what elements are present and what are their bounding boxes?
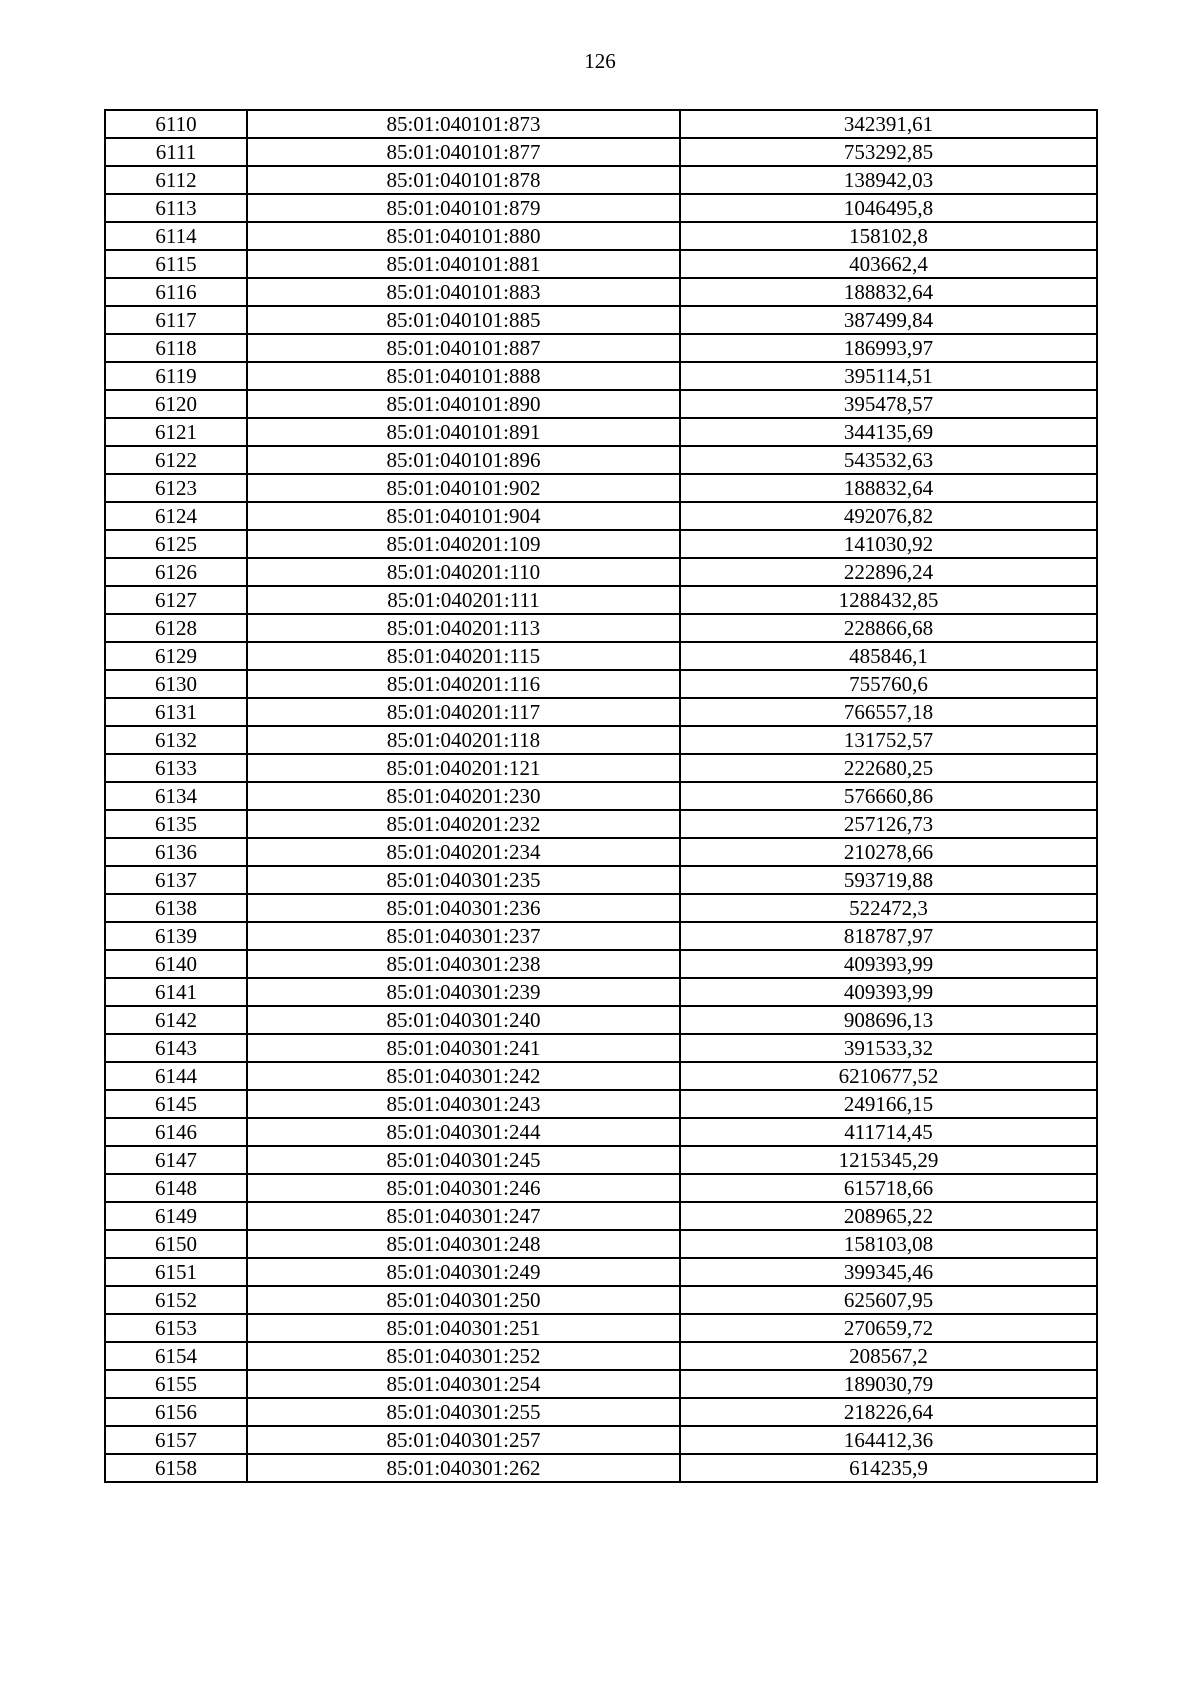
value-cell: 908696,13 bbox=[680, 1006, 1097, 1034]
value-cell: 186993,97 bbox=[680, 334, 1097, 362]
cadastral-number-cell: 85:01:040301:236 bbox=[247, 894, 680, 922]
table-row bbox=[105, 278, 1097, 306]
value-cell: 395478,57 bbox=[680, 390, 1097, 418]
value-cell: 164412,36 bbox=[680, 1426, 1097, 1454]
value-cell: 387499,84 bbox=[680, 306, 1097, 334]
row-number-cell: 6125 bbox=[105, 530, 247, 558]
row-number-cell: 6150 bbox=[105, 1230, 247, 1258]
cadastral-number-cell: 85:01:040301:246 bbox=[247, 1174, 680, 1202]
row-number-cell: 6138 bbox=[105, 894, 247, 922]
row-number-cell: 6158 bbox=[105, 1454, 247, 1482]
value-cell: 208965,22 bbox=[680, 1202, 1097, 1230]
row-number-cell: 6154 bbox=[105, 1342, 247, 1370]
cadastral-number-cell: 85:01:040301:251 bbox=[247, 1314, 680, 1342]
value-cell: 1215345,29 bbox=[680, 1146, 1097, 1174]
table-row bbox=[105, 1286, 1097, 1314]
row-number-cell: 6146 bbox=[105, 1118, 247, 1146]
row-number-cell: 6111 bbox=[105, 138, 247, 166]
cadastral-number-cell: 85:01:040301:245 bbox=[247, 1146, 680, 1174]
cadastral-number-cell: 85:01:040101:873 bbox=[247, 110, 680, 138]
table-row bbox=[105, 670, 1097, 698]
cadastral-number-cell: 85:01:040301:255 bbox=[247, 1398, 680, 1426]
cadastral-number-cell: 85:01:040301:239 bbox=[247, 978, 680, 1006]
table-row bbox=[105, 1062, 1097, 1090]
row-number-cell: 6115 bbox=[105, 250, 247, 278]
table-row bbox=[105, 586, 1097, 614]
row-number-cell: 6123 bbox=[105, 474, 247, 502]
value-cell: 766557,18 bbox=[680, 698, 1097, 726]
table-row bbox=[105, 166, 1097, 194]
value-cell: 615718,66 bbox=[680, 1174, 1097, 1202]
table-row bbox=[105, 390, 1097, 418]
cadastral-number-cell: 85:01:040101:888 bbox=[247, 362, 680, 390]
value-cell: 6210677,52 bbox=[680, 1062, 1097, 1090]
table-row bbox=[105, 1230, 1097, 1258]
value-cell: 614235,9 bbox=[680, 1454, 1097, 1482]
row-number-cell: 6136 bbox=[105, 838, 247, 866]
table-row bbox=[105, 726, 1097, 754]
table-row bbox=[105, 866, 1097, 894]
row-number-cell: 6152 bbox=[105, 1286, 247, 1314]
cadastral-number-cell: 85:01:040201:110 bbox=[247, 558, 680, 586]
row-number-cell: 6117 bbox=[105, 306, 247, 334]
table-row bbox=[105, 894, 1097, 922]
row-number-cell: 6143 bbox=[105, 1034, 247, 1062]
table-row bbox=[105, 1398, 1097, 1426]
cadastral-number-cell: 85:01:040301:250 bbox=[247, 1286, 680, 1314]
table-row bbox=[105, 446, 1097, 474]
row-number-cell: 6110 bbox=[105, 110, 247, 138]
table-row bbox=[105, 222, 1097, 250]
cadastral-number-cell: 85:01:040101:902 bbox=[247, 474, 680, 502]
row-number-cell: 6126 bbox=[105, 558, 247, 586]
cadastral-number-cell: 85:01:040301:262 bbox=[247, 1454, 680, 1482]
cadastral-number-cell: 85:01:040301:244 bbox=[247, 1118, 680, 1146]
table-row bbox=[105, 1118, 1097, 1146]
table-row bbox=[105, 1174, 1097, 1202]
cadastral-number-cell: 85:01:040101:891 bbox=[247, 418, 680, 446]
table-row bbox=[105, 1202, 1097, 1230]
row-number-cell: 6128 bbox=[105, 614, 247, 642]
row-number-cell: 6119 bbox=[105, 362, 247, 390]
row-number-cell: 6120 bbox=[105, 390, 247, 418]
value-cell: 249166,15 bbox=[680, 1090, 1097, 1118]
cadastral-number-cell: 85:01:040301:248 bbox=[247, 1230, 680, 1258]
row-number-cell: 6147 bbox=[105, 1146, 247, 1174]
row-number-cell: 6116 bbox=[105, 278, 247, 306]
table-body bbox=[105, 110, 1097, 1482]
value-cell: 543532,63 bbox=[680, 446, 1097, 474]
value-cell: 485846,1 bbox=[680, 642, 1097, 670]
row-number-cell: 6137 bbox=[105, 866, 247, 894]
table-row bbox=[105, 810, 1097, 838]
row-number-cell: 6135 bbox=[105, 810, 247, 838]
table-row bbox=[105, 698, 1097, 726]
cadastral-number-cell: 85:01:040101:896 bbox=[247, 446, 680, 474]
value-cell: 625607,95 bbox=[680, 1286, 1097, 1314]
value-cell: 158103,08 bbox=[680, 1230, 1097, 1258]
value-cell: 138942,03 bbox=[680, 166, 1097, 194]
value-cell: 409393,99 bbox=[680, 978, 1097, 1006]
table-row bbox=[105, 110, 1097, 138]
value-cell: 753292,85 bbox=[680, 138, 1097, 166]
table-row bbox=[105, 782, 1097, 810]
row-number-cell: 6113 bbox=[105, 194, 247, 222]
cadastral-number-cell: 85:01:040301:242 bbox=[247, 1062, 680, 1090]
value-cell: 391533,32 bbox=[680, 1034, 1097, 1062]
row-number-cell: 6134 bbox=[105, 782, 247, 810]
value-cell: 492076,82 bbox=[680, 502, 1097, 530]
value-cell: 222680,25 bbox=[680, 754, 1097, 782]
table-row bbox=[105, 1006, 1097, 1034]
cadastral-number-cell: 85:01:040201:230 bbox=[247, 782, 680, 810]
value-cell: 411714,45 bbox=[680, 1118, 1097, 1146]
table-row bbox=[105, 1146, 1097, 1174]
value-cell: 208567,2 bbox=[680, 1342, 1097, 1370]
row-number-cell: 6141 bbox=[105, 978, 247, 1006]
cadastral-number-cell: 85:01:040101:885 bbox=[247, 306, 680, 334]
row-number-cell: 6153 bbox=[105, 1314, 247, 1342]
table-row bbox=[105, 138, 1097, 166]
table-row bbox=[105, 334, 1097, 362]
cadastral-number-cell: 85:01:040301:237 bbox=[247, 922, 680, 950]
table-row bbox=[105, 642, 1097, 670]
cadastral-number-cell: 85:01:040201:121 bbox=[247, 754, 680, 782]
value-cell: 403662,4 bbox=[680, 250, 1097, 278]
table-row bbox=[105, 250, 1097, 278]
cadastral-number-cell: 85:01:040301:238 bbox=[247, 950, 680, 978]
cadastral-number-cell: 85:01:040101:878 bbox=[247, 166, 680, 194]
row-number-cell: 6149 bbox=[105, 1202, 247, 1230]
table-row bbox=[105, 950, 1097, 978]
table-row bbox=[105, 1342, 1097, 1370]
cadastral-number-cell: 85:01:040301:243 bbox=[247, 1090, 680, 1118]
cadastral-number-cell: 85:01:040201:116 bbox=[247, 670, 680, 698]
value-cell: 189030,79 bbox=[680, 1370, 1097, 1398]
value-cell: 218226,64 bbox=[680, 1398, 1097, 1426]
value-cell: 755760,6 bbox=[680, 670, 1097, 698]
value-cell: 522472,3 bbox=[680, 894, 1097, 922]
cadastral-number-cell: 85:01:040201:109 bbox=[247, 530, 680, 558]
table-row bbox=[105, 922, 1097, 950]
cadastral-number-cell: 85:01:040101:887 bbox=[247, 334, 680, 362]
cadastral-number-cell: 85:01:040201:232 bbox=[247, 810, 680, 838]
value-cell: 818787,97 bbox=[680, 922, 1097, 950]
table-row bbox=[105, 474, 1097, 502]
table-row bbox=[105, 530, 1097, 558]
row-number-cell: 6145 bbox=[105, 1090, 247, 1118]
cadastral-number-cell: 85:01:040301:252 bbox=[247, 1342, 680, 1370]
cadastral-number-cell: 85:01:040101:890 bbox=[247, 390, 680, 418]
table-row bbox=[105, 1090, 1097, 1118]
table-row bbox=[105, 1454, 1097, 1482]
table-row bbox=[105, 614, 1097, 642]
table-row bbox=[105, 754, 1097, 782]
cadastral-number-cell: 85:01:040201:111 bbox=[247, 586, 680, 614]
cadastral-number-cell: 85:01:040301:247 bbox=[247, 1202, 680, 1230]
value-cell: 158102,8 bbox=[680, 222, 1097, 250]
value-cell: 210278,66 bbox=[680, 838, 1097, 866]
value-cell: 342391,61 bbox=[680, 110, 1097, 138]
cadastral-number-cell: 85:01:040101:880 bbox=[247, 222, 680, 250]
value-cell: 399345,46 bbox=[680, 1258, 1097, 1286]
value-cell: 257126,73 bbox=[680, 810, 1097, 838]
value-cell: 222896,24 bbox=[680, 558, 1097, 586]
table-row bbox=[105, 1314, 1097, 1342]
cadastral-number-cell: 85:01:040101:877 bbox=[247, 138, 680, 166]
cadastral-number-cell: 85:01:040101:879 bbox=[247, 194, 680, 222]
row-number-cell: 6130 bbox=[105, 670, 247, 698]
row-number-cell: 6139 bbox=[105, 922, 247, 950]
row-number-cell: 6131 bbox=[105, 698, 247, 726]
table-row bbox=[105, 558, 1097, 586]
row-number-cell: 6112 bbox=[105, 166, 247, 194]
row-number-cell: 6127 bbox=[105, 586, 247, 614]
value-cell: 141030,92 bbox=[680, 530, 1097, 558]
cadastral-number-cell: 85:01:040301:241 bbox=[247, 1034, 680, 1062]
value-cell: 576660,86 bbox=[680, 782, 1097, 810]
value-cell: 395114,51 bbox=[680, 362, 1097, 390]
value-cell: 344135,69 bbox=[680, 418, 1097, 446]
value-cell: 409393,99 bbox=[680, 950, 1097, 978]
row-number-cell: 6142 bbox=[105, 1006, 247, 1034]
row-number-cell: 6129 bbox=[105, 642, 247, 670]
table-row bbox=[105, 838, 1097, 866]
cadastral-number-cell: 85:01:040101:904 bbox=[247, 502, 680, 530]
row-number-cell: 6151 bbox=[105, 1258, 247, 1286]
cadastral-number-cell: 85:01:040201:118 bbox=[247, 726, 680, 754]
row-number-cell: 6156 bbox=[105, 1398, 247, 1426]
value-cell: 1288432,85 bbox=[680, 586, 1097, 614]
value-cell: 188832,64 bbox=[680, 278, 1097, 306]
cadastral-number-cell: 85:01:040201:113 bbox=[247, 614, 680, 642]
row-number-cell: 6132 bbox=[105, 726, 247, 754]
cadastral-number-cell: 85:01:040301:257 bbox=[247, 1426, 680, 1454]
table-row bbox=[105, 1258, 1097, 1286]
row-number-cell: 6144 bbox=[105, 1062, 247, 1090]
cadastral-number-cell: 85:01:040101:883 bbox=[247, 278, 680, 306]
table-row bbox=[105, 194, 1097, 222]
page-number: 126 bbox=[584, 49, 616, 73]
row-number-cell: 6121 bbox=[105, 418, 247, 446]
table-row bbox=[105, 1370, 1097, 1398]
cadastral-number-cell: 85:01:040201:117 bbox=[247, 698, 680, 726]
row-number-cell: 6118 bbox=[105, 334, 247, 362]
value-cell: 228866,68 bbox=[680, 614, 1097, 642]
cadastral-number-cell: 85:01:040101:881 bbox=[247, 250, 680, 278]
value-cell: 1046495,8 bbox=[680, 194, 1097, 222]
value-cell: 188832,64 bbox=[680, 474, 1097, 502]
value-cell: 593719,88 bbox=[680, 866, 1097, 894]
cadastral-number-cell: 85:01:040201:115 bbox=[247, 642, 680, 670]
value-cell: 131752,57 bbox=[680, 726, 1097, 754]
cadastral-number-cell: 85:01:040301:254 bbox=[247, 1370, 680, 1398]
table-row bbox=[105, 418, 1097, 446]
table-row bbox=[105, 1034, 1097, 1062]
table-row bbox=[105, 502, 1097, 530]
table-row bbox=[105, 306, 1097, 334]
row-number-cell: 6140 bbox=[105, 950, 247, 978]
row-number-cell: 6114 bbox=[105, 222, 247, 250]
cadastral-number-cell: 85:01:040301:235 bbox=[247, 866, 680, 894]
row-number-cell: 6157 bbox=[105, 1426, 247, 1454]
row-number-cell: 6124 bbox=[105, 502, 247, 530]
row-number-cell: 6122 bbox=[105, 446, 247, 474]
cadastral-number-cell: 85:01:040301:249 bbox=[247, 1258, 680, 1286]
cadastral-number-cell: 85:01:040301:240 bbox=[247, 1006, 680, 1034]
table-row bbox=[105, 362, 1097, 390]
table-row bbox=[105, 978, 1097, 1006]
cadastral-value-table bbox=[104, 109, 1098, 1483]
cadastral-number-cell: 85:01:040201:234 bbox=[247, 838, 680, 866]
row-number-cell: 6148 bbox=[105, 1174, 247, 1202]
value-cell: 270659,72 bbox=[680, 1314, 1097, 1342]
row-number-cell: 6133 bbox=[105, 754, 247, 782]
row-number-cell: 6155 bbox=[105, 1370, 247, 1398]
table-row bbox=[105, 1426, 1097, 1454]
